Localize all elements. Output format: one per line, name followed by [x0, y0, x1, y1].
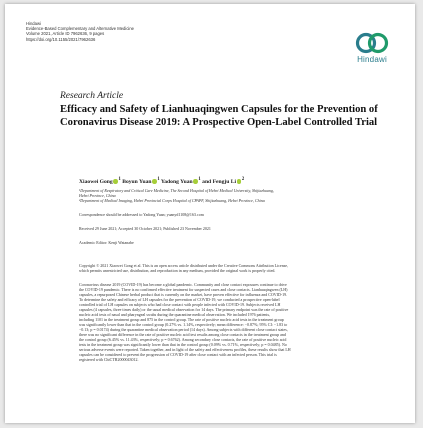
abstract-line: nucleic acid tests of nasal and pharyngeal swabs during the quarantine medical observation. We included 1976 patients, [79, 312, 271, 317]
orcid-icon[interactable] [113, 179, 118, 184]
affiliation-line: ²Department of Medical Imaging, Hebei Provincial Corps Hospital of CPAPF, Shijiazhuang, Hebei Province, China [79, 198, 265, 203]
orcid-icon[interactable] [237, 177, 245, 184]
correspondence: Correspondence should be addressed to Yadong Yuan; yuanyd1108@163.com [79, 212, 204, 217]
author-name: Boyun Yuan [122, 178, 152, 185]
abstract-line: capsules, a repurposed Chinese herbal product that is currently on the market, have proven effective for influenza and COVID-19. [79, 292, 288, 297]
author-list [79, 177, 399, 185]
affiliations [79, 188, 399, 203]
paper-page [5, 4, 415, 423]
author-name: Xiaowei Gong [79, 178, 113, 185]
academic-editor: Academic Editor: Kenji Watanabe [79, 240, 134, 245]
logo-wordmark: Hindawi [357, 55, 387, 64]
hindawi-logo [345, 32, 399, 64]
volume-info: Volume 2021, Article ID 7962636, 9 pages [26, 31, 105, 37]
copyright-notice [79, 263, 399, 273]
abstract-line: −0.13; p = 0.0174) during the quarantine medical observation period (14 days). Among subjects with different close contact states, [79, 327, 288, 332]
abstract-line: the control group (6.45% vs. 11.43%, respectively; p = 0.6762). Among secondary close contacts, the rate of positive nucleic acid [79, 337, 287, 342]
abstract-line: there was no significant difference in the rate of positive nucleic acid test results among close contacts in the treatment group and [79, 332, 286, 337]
abstract-line: capsules (4 capsules, three times daily) or the usual medical observation for 14 days. The primary endpoint was the rate of positive [79, 307, 289, 312]
copyright-line: Copyright © 2021 Xiaowei Gong et al. This is an open access article distributed under the Creative Commons Attribution License, [79, 263, 289, 268]
author-affil-sup: 1 [198, 177, 201, 182]
hindawi-rings-icon [353, 32, 391, 54]
article-title: Efficacy and Safety of Lianhuaqingwen Capsules for the Prevention of Coronavirus Disease 2019: A Prospective Open-Label Controlled Trial [60, 104, 378, 128]
publisher-name: Hindawi [26, 21, 41, 26]
abstract-line: including 1101 in the treatment group and 875 in the control group. The rate of positive nucleic acid tests in the treatment group [79, 317, 284, 322]
author-name: Fengju Li [212, 178, 237, 185]
abstract [79, 282, 399, 362]
affiliation-line: ¹Department of Respiratory and Critical Care Medicine, The Second Hospital of Hebei Medical University, Shijiazhuang, [79, 188, 274, 193]
abstract-line: registered with ChiCTR2000043012. [79, 357, 139, 362]
abstract-line: was significantly lower than that in the control group (0.27% vs. 1.14%, respectively; mean difference: −0.87%; 95% CI: −1.83 to [79, 322, 288, 327]
author-affil-sup: 1 [118, 177, 121, 182]
abstract-line: the COVID-19 pandemic. There is no confirmed effective treatment for suspected cases and close contacts. Lianhuaqingwen (LH) [79, 287, 288, 292]
journal-header [26, 21, 134, 42]
article-type: Research Article [60, 91, 124, 101]
abstract-line: To determine the safety and efficacy of LH capsules for the prevention of COVID-19, we conducted a prospective open-label [79, 297, 280, 302]
abstract-line: tests in the treatment group was significantly lower than that in the control group (0.09% vs. 0.71%, respectively; p = 0.0485). No [79, 342, 287, 347]
author-join: and [202, 178, 212, 185]
copyright-line: which permits unrestricted use, distribution, and reproduction in any medium, provided the original work is properly cited. [79, 268, 276, 273]
author-name: Yadong Yuan [160, 178, 193, 185]
abstract-line: controlled trial of LH capsules on subjects who had close contact with people infected with COVID-19. Subjects received LH [79, 302, 281, 307]
affiliation-line: Hebei Province, China [79, 193, 116, 198]
journal-name: Evidence-Based Complementary and Alternative Medicine [26, 26, 135, 32]
abstract-line: serious adverse events were reported. Taken together, and in light of the safety and effectiveness profiles, these results show that LH [79, 347, 291, 352]
abstract-line: Coronavirus disease 2019 (COVID-19) has become a global pandemic. Community and close contact exposures continue to drive [79, 282, 287, 287]
dates: Received 29 June 2021; Accepted 30 October 2021; Published 23 November 2021 [79, 226, 211, 231]
author-affil-sup: 2 [241, 177, 245, 182]
doi-link[interactable]: https://doi.org/10.1155/2021/7962636 [26, 36, 96, 42]
abstract-line: capsules can be considered to prevent the progression of COVID-19 after close contact with an infected person. This trial is [79, 352, 277, 357]
author-affil-sup: 1 [157, 177, 160, 182]
